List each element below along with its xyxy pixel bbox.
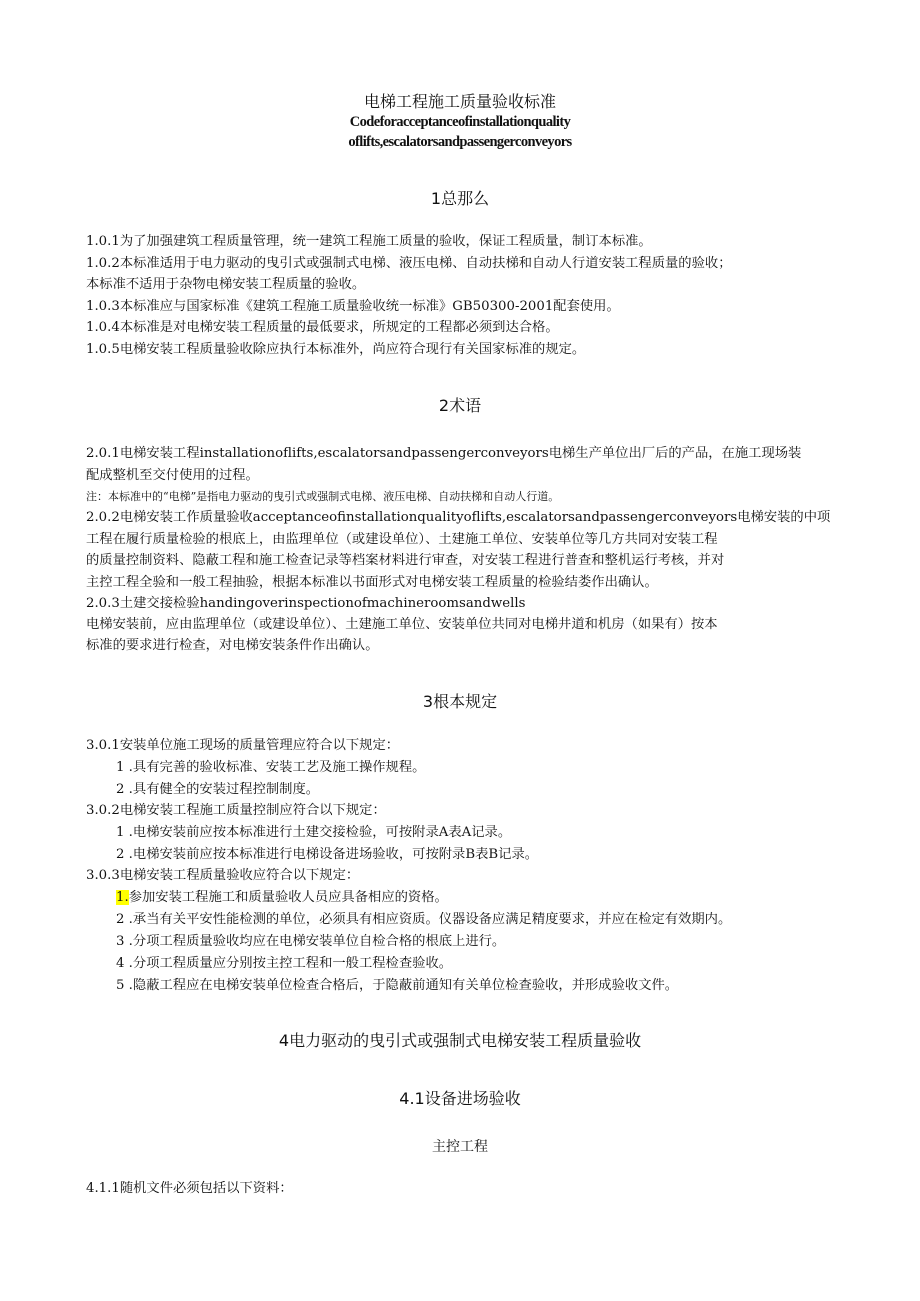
clause-3-0-1: 3.0.1安装单位施工现场的质量管理应符合以下规定： — [86, 738, 400, 753]
section-2-heading: 2术语 — [438, 396, 482, 415]
clause-2-0-2-line4: 主控工程全验和一般工程抽验，根据本标准以书面形式对电梯安装工程质量的检验结娄作出确认。 — [86, 575, 658, 590]
section-4-1-heading: 4.1设备进场验收 — [399, 1089, 521, 1108]
clause-3-0-1-item-1: 1 .具有完善的验收标准、安装工艺及施工操作规程。 — [116, 760, 426, 775]
section-3-heading: 3根本规定 — [422, 692, 498, 711]
clause-3-0-3: 3.0.3电梯安装工程质量验收应符合以下规定： — [86, 868, 360, 883]
clause-4-1-1: 4.1.1随机文件必须包括以下资料： — [86, 1181, 293, 1196]
clause-2-0-3: 2.0.3土建交接检验handingoverinspectionofmachineroomsandwells — [86, 596, 526, 611]
document-title-en-line2: oflifts,escalatorsandpassengerconveyors — [348, 134, 572, 150]
clause-2-0-2-line2: 工程在履行质量检验的根底上，由监理单位（或建设单位）、土建施工单位、安装单位等几方共同对安装工程 — [86, 532, 718, 547]
clause-2-0-1-line1: 2.0.1电梯安装工程installationoflifts,escalatorsandpassengerconveyors电梯生产单位出厂后的产品，在施工现场装 — [86, 446, 802, 461]
clause-2-0-3-body-line2: 标准的要求进行检查，对电梯安装条件作出确认。 — [86, 638, 379, 653]
term-note: 注：本标准中的“电梯”是指电力驱动的曳引式或强制式电梯、液压电梯、自动扶梯和自动人行道。 — [86, 490, 560, 503]
clause-3-0-2-item-2: 2 .电梯安装前应按本标准进行电梯设备进场验收，可按附录B表B记录。 — [116, 847, 539, 862]
clause-2-0-2-line1: 2.0.2电梯安装工作质量验收acceptanceofinstallationqualityoflifts,escalatorsandpassengerconveyors电梯安装的中项 — [86, 510, 831, 525]
section-1-heading: 1总那么 — [430, 189, 490, 208]
main-control-heading: 主控工程 — [432, 1139, 488, 1155]
document-title: 电梯工程施工质量验收标准 — [363, 92, 556, 111]
clause-3-0-3-item-1-text: 参加安装工程施工和质量验收人员应具备相应的资格。 — [128, 890, 448, 905]
clause-3-0-3-item-2: 2 .承当有关平安性能检测的单位，必须具有相应资质。仪器设备应满足精度要求，并应在检定有效期内。 — [116, 912, 732, 927]
section-4-heading: 4电力驱动的曳引式或强制式电梯安装工程质量验收 — [278, 1031, 642, 1050]
clause-1-0-1: 1.0.1为了加强建筑工程质量管理，统一建筑工程施工质量的验收，保证工程质量，制订本标准。 — [86, 234, 652, 249]
clause-3-0-2-item-1: 1 .电梯安装前应按本标准进行土建交接检验，可按附录A表A记录。 — [116, 825, 512, 840]
clause-1-0-4: 1.0.4本标准是对电梯安装工程质量的最低要求，所规定的工程都必须到达合格。 — [86, 320, 559, 335]
clause-2-0-1-line2: 配成整机至交付使用的过程。 — [86, 468, 259, 483]
clause-3-0-2: 3.0.2电梯安装工程施工质量控制应符合以下规定： — [86, 803, 386, 818]
highlighted-item-number: 1. — [116, 890, 129, 905]
clause-3-0-1-item-2: 2 .具有健全的安装过程控制制度。 — [116, 782, 320, 797]
clause-3-0-3-item-3: 3 .分项工程质量验收均应在电梯安装单位自检合格的根底上进行。 — [116, 934, 506, 949]
clause-2-0-3-body-line1: 电梯安装前，应由监理单位（或建设单位）、土建施工单位、安装单位共同对电梯井道和机房（如果有）按本 — [86, 617, 718, 632]
clause-3-0-3-item-4: 4 .分项工程质量应分别按主控工程和一般工程检查验收。 — [116, 956, 453, 971]
clause-1-0-3: 1.0.3本标准应与国家标准《建筑工程施工质量验收统一标准》GB50300-2001配套使用。 — [86, 299, 620, 314]
clause-3-0-3-item-5: 5 .隐蔽工程应在电梯安装单位检查合格后，于隐蔽前通知有关单位检查验收，并形成验收文件。 — [116, 978, 679, 993]
clause-1-0-2-line2: 本标准不适用于杂物电梯安装工程质量的验收。 — [86, 277, 366, 292]
clause-3-0-3-item-1 — [116, 889, 448, 907]
document-title-en-line1: Codeforacceptanceofinstallationquality — [349, 114, 571, 130]
clause-1-0-5: 1.0.5电梯安装工程质量验收除应执行本标准外，尚应符合现行有关国家标准的规定。 — [86, 342, 586, 357]
clause-1-0-2-line1: 1.0.2本标准适用于电力驱动的曳引式或强制式电梯、液压电梯、自动扶梯和自动人行道安装工程质量的验收； — [86, 256, 732, 271]
clause-2-0-2-line3: 的质量控制资料、隐蔽工程和施工检查记录等档案材料进行审查，对安装工程进行普查和整机运行考核，并对 — [86, 553, 725, 568]
